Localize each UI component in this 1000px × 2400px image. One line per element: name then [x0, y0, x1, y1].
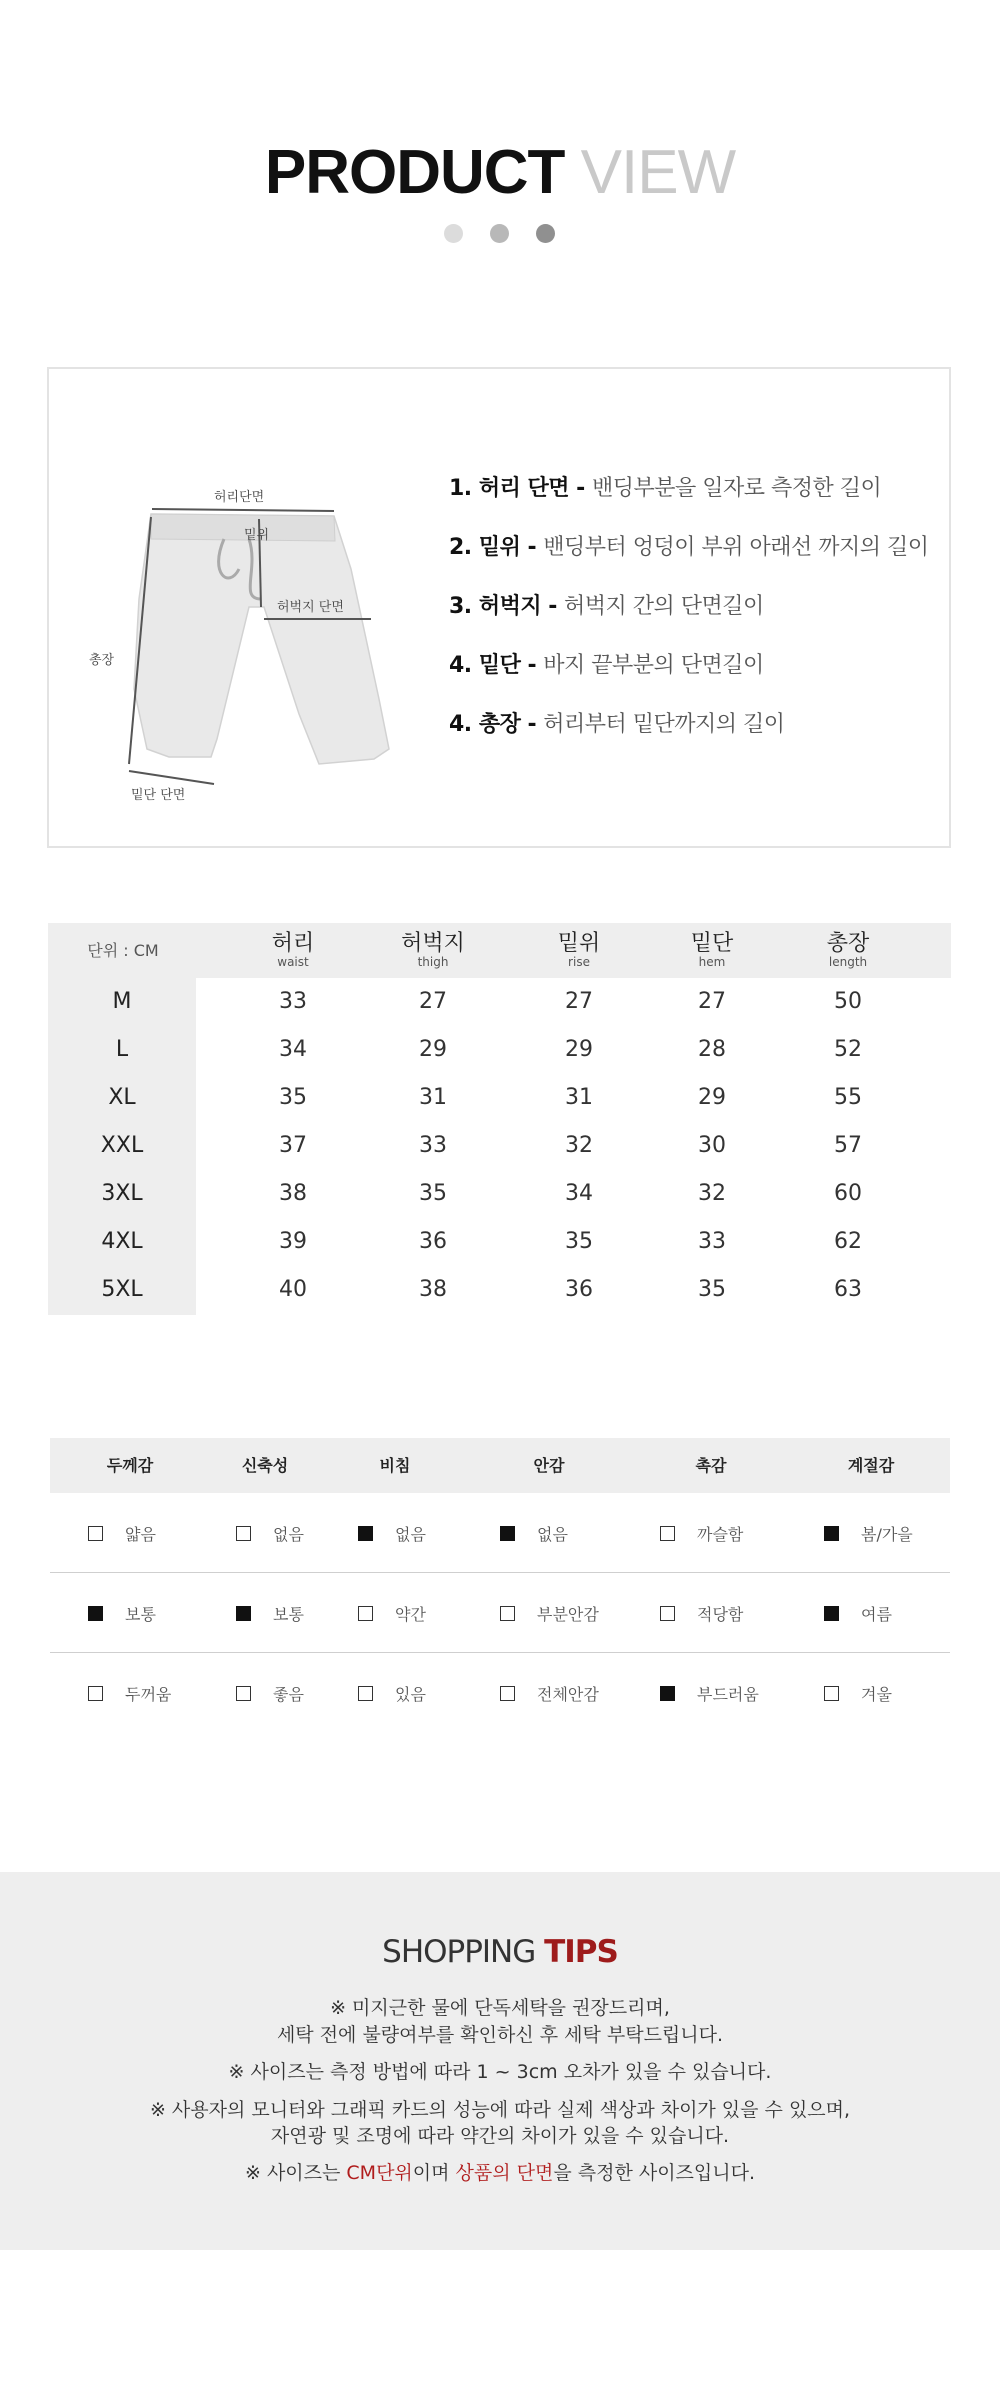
size-value: 40 [279, 1277, 307, 1302]
size-table-body [48, 978, 951, 1315]
fabric-header: 신축성 [241, 1456, 289, 1475]
fabric-option-label: 부드러움 [697, 1684, 759, 1704]
hem-label: 밑단 단면 [131, 788, 186, 803]
column-header: 허리 waist [271, 931, 315, 969]
fabric-option-label: 까슬함 [697, 1524, 744, 1544]
size-value: 35 [698, 1277, 726, 1302]
size-label: XXL [100, 1133, 144, 1158]
tip-line: ※ 사이즈는 CM단위이며 상품의 단면을 측정한 사이즈입니다. [244, 2162, 756, 2184]
checked-box-icon[interactable] [660, 1686, 675, 1701]
size-label: 3XL [101, 1181, 143, 1206]
fabric-header: 계절감 [847, 1456, 895, 1475]
unchecked-box-icon[interactable] [88, 1686, 103, 1701]
tips-title: SHOPPING TIPS [382, 1934, 618, 1970]
size-value: 55 [834, 1085, 862, 1110]
size-value: 33 [698, 1229, 726, 1254]
size-value: 35 [419, 1181, 447, 1206]
fabric-table-header [50, 1438, 950, 1493]
fabric-option[interactable] [660, 1493, 743, 1573]
measurement-item: 3. 허벅지 - 허벅지 간의 단면길이 [449, 594, 764, 619]
fabric-option-label: 적당함 [697, 1604, 744, 1624]
size-value: 30 [698, 1133, 726, 1158]
size-label: 4XL [101, 1229, 143, 1254]
checked-box-icon[interactable] [88, 1606, 103, 1621]
unchecked-box-icon[interactable] [824, 1686, 839, 1701]
fabric-option[interactable] [236, 1653, 304, 1733]
column-header: 허벅지 thigh [401, 931, 465, 969]
fabric-row [50, 1573, 950, 1653]
carousel-dot[interactable] [536, 224, 555, 243]
size-value: 28 [698, 1037, 726, 1062]
size-value: 31 [419, 1085, 447, 1110]
fabric-header: 두께감 [106, 1456, 154, 1475]
fabric-option[interactable] [500, 1573, 599, 1653]
carousel-dot[interactable] [444, 224, 463, 243]
fabric-option[interactable] [236, 1493, 304, 1573]
waist-label: 허리단면 [214, 490, 265, 505]
fabric-option-label: 보통 [273, 1604, 304, 1624]
size-value: 57 [834, 1133, 862, 1158]
shorts-shape [134, 514, 389, 764]
fabric-option-label: 전체안감 [537, 1684, 599, 1704]
size-value: 34 [279, 1037, 307, 1062]
fabric-option[interactable] [500, 1653, 599, 1733]
fabric-header: 안감 [533, 1456, 565, 1475]
measurement-item: 2. 밑위 - 밴딩부터 엉덩이 부위 아래선 까지의 길이 [449, 535, 929, 560]
page-title [0, 138, 1000, 208]
fabric-header: 촉감 [695, 1456, 727, 1475]
fabric-option[interactable] [660, 1653, 759, 1733]
size-value: 38 [279, 1181, 307, 1206]
size-value: 36 [419, 1229, 447, 1254]
fabric-option[interactable] [358, 1653, 426, 1733]
fabric-table-body [50, 1493, 950, 1733]
fabric-option[interactable] [88, 1573, 156, 1653]
size-row [48, 1122, 951, 1170]
size-value: 35 [279, 1085, 307, 1110]
size-value: 52 [834, 1037, 862, 1062]
fabric-option-label: 두꺼움 [125, 1684, 172, 1704]
fabric-option[interactable] [358, 1493, 426, 1573]
fabric-option[interactable] [88, 1493, 156, 1573]
checked-box-icon[interactable] [236, 1606, 251, 1621]
tip-line: 자연광 및 조명에 따라 약간의 차이가 있을 수 있습니다. [270, 2125, 730, 2147]
fabric-option-label: 봄/가을 [861, 1524, 913, 1544]
thigh-label: 허벅지 단면 [277, 600, 344, 615]
size-value: 29 [698, 1085, 726, 1110]
size-row [48, 978, 951, 1026]
fabric-option[interactable] [824, 1493, 913, 1573]
column-header: 밑단 hem [690, 931, 734, 969]
length-label: 총장 [89, 653, 115, 668]
unchecked-box-icon[interactable] [500, 1686, 515, 1701]
checked-box-icon[interactable] [500, 1526, 515, 1541]
size-row [48, 1170, 951, 1218]
unchecked-box-icon[interactable] [358, 1686, 373, 1701]
measurement-list [449, 474, 929, 769]
unit-label: 단위 : CM [87, 941, 159, 960]
fabric-option-label: 얇음 [125, 1524, 156, 1544]
size-row [48, 1266, 951, 1314]
checked-box-icon[interactable] [358, 1526, 373, 1541]
size-value: 62 [834, 1229, 862, 1254]
carousel-dots [444, 224, 555, 243]
fabric-option-label: 겨울 [861, 1684, 892, 1704]
tip-line: ※ 미지근한 물에 단독세탁을 권장드리며, [330, 1997, 670, 2019]
size-value: 33 [419, 1133, 447, 1158]
unchecked-box-icon[interactable] [660, 1606, 675, 1621]
fabric-option-label: 좋음 [273, 1684, 304, 1704]
fabric-option-label: 없음 [395, 1524, 426, 1544]
fabric-table [50, 1438, 950, 1733]
size-value: 27 [419, 989, 447, 1014]
fabric-row [50, 1653, 950, 1733]
fabric-option[interactable] [358, 1573, 426, 1653]
size-value: 31 [565, 1085, 593, 1110]
rise-label: 밑위 [244, 528, 270, 543]
shopping-tips [0, 1872, 1000, 2250]
size-value: 32 [698, 1181, 726, 1206]
column-header: 밑위 rise [557, 931, 601, 969]
size-label: L [115, 1037, 129, 1062]
fabric-row [50, 1493, 950, 1573]
fabric-option-label: 약간 [395, 1604, 426, 1624]
size-label: M [112, 989, 132, 1014]
fabric-option[interactable] [660, 1573, 743, 1653]
fabric-option-label: 없음 [273, 1524, 304, 1544]
size-value: 38 [419, 1277, 447, 1302]
unchecked-box-icon[interactable] [236, 1686, 251, 1701]
shorts-diagram [89, 459, 419, 803]
fabric-option[interactable] [824, 1573, 892, 1653]
checked-box-icon[interactable] [824, 1606, 839, 1621]
size-value: 35 [565, 1229, 593, 1254]
size-label: XL [108, 1085, 136, 1110]
size-value: 33 [279, 989, 307, 1014]
checked-box-icon[interactable] [824, 1526, 839, 1541]
size-value: 36 [565, 1277, 593, 1302]
size-value: 29 [565, 1037, 593, 1062]
size-value: 37 [279, 1133, 307, 1158]
column-header: 총장 length [826, 931, 870, 969]
fabric-option[interactable] [500, 1493, 568, 1573]
fabric-option[interactable] [824, 1653, 892, 1733]
unchecked-box-icon[interactable] [660, 1526, 675, 1541]
waist-line [152, 509, 334, 511]
measurement-item: 4. 밑단 - 바지 끝부분의 단면길이 [449, 653, 764, 678]
unchecked-box-icon[interactable] [500, 1606, 515, 1621]
fabric-option-label: 부분안감 [537, 1604, 599, 1624]
measurement-item: 4. 총장 - 허리부터 밑단까지의 길이 [449, 712, 785, 737]
size-value: 50 [834, 989, 862, 1014]
waistband [151, 514, 335, 541]
size-table-header [48, 923, 951, 978]
size-table [48, 923, 951, 1315]
hem-line [129, 771, 214, 784]
size-row [48, 1074, 951, 1122]
fabric-option-label: 없음 [537, 1524, 568, 1544]
size-value: 27 [565, 989, 593, 1014]
tip-line: 세탁 전에 불량여부를 확인하신 후 세탁 부탁드립니다. [276, 2024, 724, 2046]
size-value: 27 [698, 989, 726, 1014]
tip-line: ※ 사이즈는 측정 방법에 따라 1 ~ 3cm 오차가 있을 수 있습니다. [228, 2061, 772, 2083]
size-value: 39 [279, 1229, 307, 1254]
unchecked-box-icon[interactable] [236, 1526, 251, 1541]
size-row [48, 1218, 951, 1266]
unchecked-box-icon[interactable] [358, 1606, 373, 1621]
size-value: 34 [565, 1181, 593, 1206]
carousel-dot[interactable] [490, 224, 509, 243]
tip-line: ※ 사용자의 모니터와 그래픽 카드의 성능에 따라 실제 색상과 차이가 있을 수 있으며, [149, 2099, 851, 2121]
fabric-option[interactable] [236, 1573, 304, 1653]
fabric-header: 비침 [379, 1456, 411, 1475]
title-bold: PRODUCT [264, 138, 565, 207]
size-value: 29 [419, 1037, 447, 1062]
fabric-option-label: 여름 [861, 1604, 892, 1624]
fabric-option-label: 있음 [395, 1684, 426, 1704]
size-value: 63 [834, 1277, 862, 1302]
size-label: 5XL [101, 1277, 143, 1302]
size-value: 60 [834, 1181, 862, 1206]
title-light: VIEW [564, 138, 736, 207]
measurement-guide [47, 367, 951, 848]
fabric-option-label: 보통 [125, 1604, 156, 1624]
measurement-item: 1. 허리 단면 - 밴딩부분을 일자로 측정한 길이 [449, 476, 882, 501]
size-row [48, 1026, 951, 1074]
size-value: 32 [565, 1133, 593, 1158]
unchecked-box-icon[interactable] [88, 1526, 103, 1541]
fabric-option[interactable] [88, 1653, 171, 1733]
